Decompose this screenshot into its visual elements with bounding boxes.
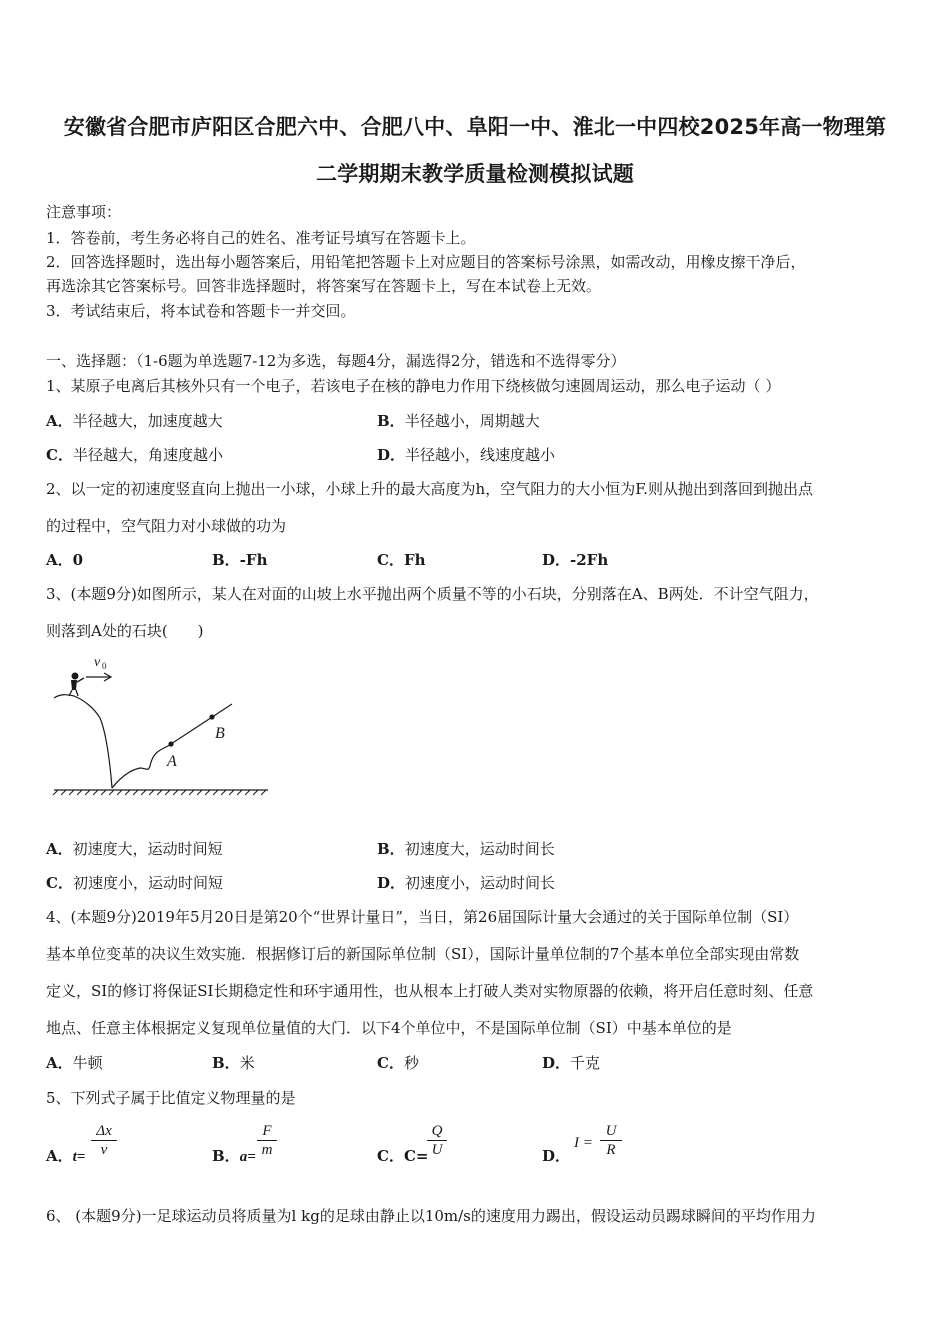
fraction-numerator: Δx (96, 1123, 112, 1139)
option-text: -Fh (239, 551, 268, 569)
fraction-numerator: Q (431, 1123, 443, 1139)
section-heading: 一、选择题：（1-6题为单选题7-12为多选，每题4分，漏选得2分，错选和不选得零分） (46, 352, 626, 370)
option-text: 初速度大，运动时间长 (404, 840, 555, 858)
question-4-stem-cont: 基本单位变革的决议生效实施．根据修订后的新国际单位制（SI），国际计量单位制的7个基本单位全部实现由常数 (46, 945, 800, 963)
formula-lhs: t= (72, 1149, 86, 1165)
question-4-stem: 4、(本题9分)2019年5月20日是第20个“世界计量日”，当日，第26届国际计量大会通过的关于国际单位制（SI） (46, 908, 799, 926)
option-letter: B． (377, 412, 405, 430)
option-letter: A． (46, 412, 73, 430)
fraction-denominator: U (431, 1142, 443, 1158)
option-letter: C． (377, 551, 404, 569)
question-4-option-c (377, 1053, 419, 1073)
option-letter: D． (542, 551, 571, 569)
fraction-c (427, 1122, 447, 1159)
option-letter: D． (542, 1054, 571, 1072)
person-head-icon (72, 673, 79, 680)
option-text: 半径越小，线速度越小 (405, 446, 556, 464)
option-letter: B． (377, 840, 405, 858)
question-1-option-a (46, 411, 223, 431)
left-hill-outline (54, 695, 112, 788)
option-text: 初速度大，运动时间短 (72, 840, 223, 858)
fraction-denominator: v (100, 1142, 108, 1158)
notice-item: 3．考试结束后，将本试卷和答题卡一并交回。 (46, 302, 356, 320)
question-3-stem-cont: 则落到A处的石块( ) (46, 622, 204, 640)
formula-lhs-d: I = (574, 1135, 593, 1151)
question-5-option-b (212, 1146, 256, 1167)
option-text: 秒 (403, 1054, 419, 1072)
option-letter: A． (46, 551, 73, 569)
option-text: 初速度小，运动时间短 (72, 874, 223, 892)
option-text: Fh (403, 551, 426, 569)
notice-heading: 注意事项： (46, 203, 122, 221)
question-5-option-a (46, 1146, 85, 1167)
option-letter: A． (46, 1054, 73, 1072)
page-title: 安徽省合肥市庐阳区合肥六中、合肥八中、阜阳一中、淮北一中四校2025年高一物理第 (63, 115, 887, 139)
option-text: 牛顿 (72, 1054, 103, 1072)
question-4-option-d (542, 1053, 600, 1073)
point-a-label: A (167, 753, 177, 770)
option-text: 半径越大，加速度越大 (72, 412, 223, 430)
question-3-option-a (46, 839, 223, 859)
slope-projectile-figure (50, 652, 280, 802)
option-letter: C． (46, 874, 73, 892)
question-3-stem: 3、(本题9分)如图所示，某人在对面的山坡上水平抛出两个质量不等的小石块，分别落在A、B两处．不计空气阻力， (46, 585, 819, 603)
page-subtitle: 二学期期末教学质量检测模拟试题 (316, 162, 634, 186)
option-letter: A． (46, 1147, 73, 1165)
option-letter: C． (377, 1054, 404, 1072)
question-4-stem-cont: 地点、任意主体根据定义复现单位量值的大门．以下4个单位中，不是国际单位制（SI）中基本单位的是 (46, 1019, 732, 1037)
point-b-marker (209, 714, 214, 719)
notice-item: 2．回答选择题时，选出每小题答案后，用铅笔把答题卡上对应题目的答案标号涂黑，如需改动，用橡皮擦干净后， (46, 253, 806, 271)
ground-hatching (53, 790, 266, 795)
question-1-option-d (377, 445, 555, 465)
question-2-option-b (212, 550, 267, 570)
formula-lhs: C= (403, 1147, 429, 1165)
question-2-option-d (542, 550, 608, 570)
v0-label: v (94, 655, 101, 670)
question-1-option-b (377, 411, 540, 431)
fraction-denominator: R (606, 1142, 616, 1158)
point-b-label: B (215, 725, 225, 742)
fraction-numerator: F (262, 1123, 272, 1139)
question-2-option-c (377, 550, 426, 570)
question-2-option-a (46, 550, 83, 570)
option-letter: D． (377, 874, 406, 892)
formula-lhs: a= (239, 1149, 256, 1165)
point-a-marker (168, 741, 173, 746)
question-2-stem: 2、以一定的初速度竖直向上抛出一小球，小球上升的最大高度为h，空气阻力的大小恒为F.则从抛出到落回到抛出点 (46, 480, 814, 498)
fraction-d (600, 1122, 622, 1159)
question-3-option-b (377, 839, 555, 859)
person-body-icon (71, 680, 77, 690)
person-arm-icon (77, 678, 84, 682)
question-2-stem-cont: 的过程中，空气阻力对小球做的功为 (46, 517, 287, 535)
option-letter: D． (377, 446, 406, 464)
option-letter: A． (46, 840, 73, 858)
option-letter: C． (46, 446, 73, 464)
v0-subscript: 0 (102, 661, 107, 671)
option-text: 米 (239, 1054, 255, 1072)
option-letter: B． (212, 551, 240, 569)
option-text: 0 (72, 551, 84, 569)
question-5-stem: 5、下列式子属于比值定义物理量的是 (46, 1089, 296, 1107)
question-4-option-a (46, 1053, 103, 1073)
option-letter: B． (212, 1147, 240, 1165)
option-text: -2Fh (570, 551, 609, 569)
notice-item: 再选涂其它答案标号。回答非选择题时，将答案写在答题卡上，写在本试卷上无效。 (46, 277, 602, 295)
question-1-option-c (46, 445, 223, 465)
question-4-stem-cont: 定义，SI的修订将保证SI长期稳定性和环宇通用性，也从根本上打破人类对实物原器的依赖，将开启任意时刻、任意 (46, 982, 814, 1000)
fraction-b (257, 1122, 277, 1159)
fraction-numerator: U (605, 1123, 617, 1139)
question-4-option-b (212, 1053, 255, 1073)
option-letter: B． (212, 1054, 240, 1072)
question-3-option-d (377, 873, 555, 893)
question-5-option-d (542, 1146, 570, 1166)
option-text: 半径越大，角速度越小 (72, 446, 223, 464)
question-3-option-c (46, 873, 223, 893)
question-6-stem: 6、 (本题9分)一足球运动员将质量为l kg的足球由静止以10m/s的速度用力踢出，假设运动员踢球瞬间的平均作用力 (46, 1207, 816, 1225)
fraction-a (91, 1122, 117, 1159)
question-1-stem: 1、某原子电离后其核外只有一个电子，若该电子在核的静电力作用下绕核做匀速圆周运动，那么电子运动（ ） (46, 377, 781, 395)
notice-item: 1．答卷前，考生务必将自己的姓名、准考证号填写在答题卡上。 (46, 229, 476, 247)
option-text: 初速度小，运动时间长 (405, 874, 556, 892)
fraction-denominator: m (261, 1142, 273, 1158)
option-letter: D． (542, 1147, 571, 1165)
option-text: 千克 (570, 1054, 601, 1072)
option-text: 半径越小，周期越大 (404, 412, 540, 430)
option-letter: C． (377, 1147, 404, 1165)
question-5-option-c (377, 1146, 428, 1166)
